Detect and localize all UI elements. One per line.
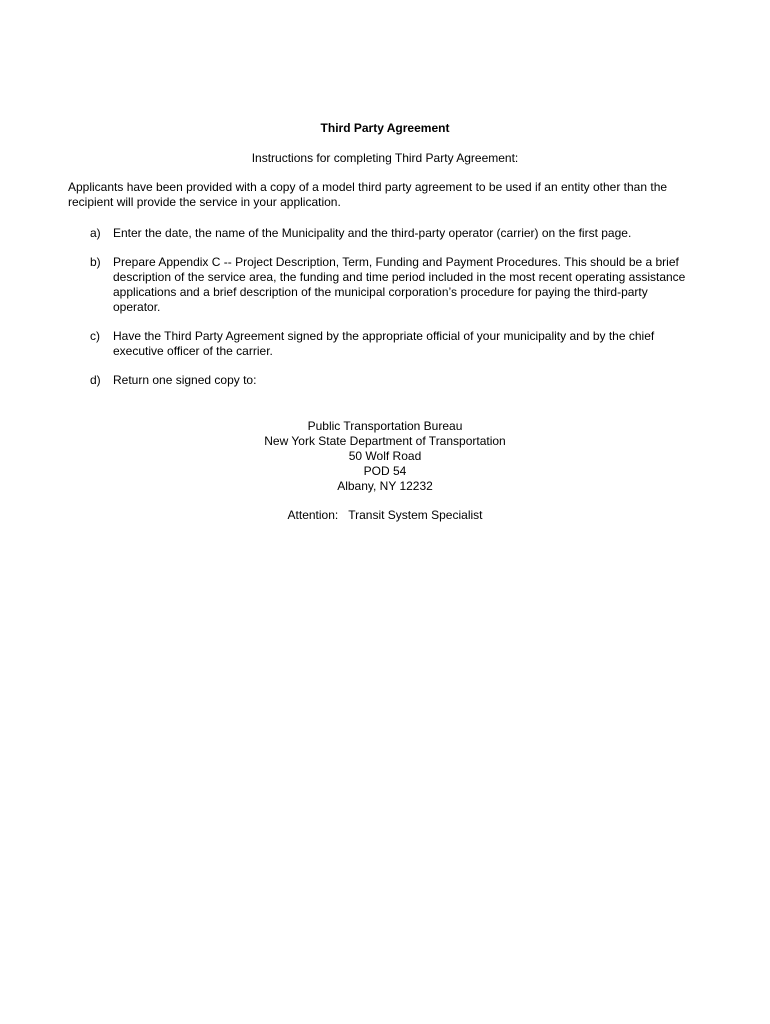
list-item-text: Have the Third Party Agreement signed by the appropriate official of your municipality and by the chief executive officer of the carrier. [113, 329, 655, 358]
address-line-city: Albany, NY 12232 [337, 479, 433, 493]
list-marker: b) [90, 255, 101, 269]
list-item [68, 329, 708, 359]
mailing-address [0, 419, 770, 494]
list-marker: d) [90, 373, 101, 387]
list-item [68, 255, 708, 315]
list-item-text: Return one signed copy to: [113, 373, 257, 387]
attention-line [0, 508, 770, 523]
document-subtitle: Instructions for completing Third Party Agreement: [251, 151, 519, 165]
list-item-text: Prepare Appendix C -- Project Description, Term, Funding and Payment Procedures. This should be a brief description of the service area, the funding and time period included in the most recent operating assistance applications and a brief description of the municipal corporation’s procedure for paying the third-party operator. [113, 255, 686, 314]
list-item-text: Enter the date, the name of the Municipality and the third-party operator (carrier) on the first page. [113, 226, 632, 240]
address-line-bureau: Public Transportation Bureau [307, 419, 463, 433]
address-line-street: 50 Wolf Road [348, 449, 422, 463]
intro-paragraph: Applicants have been provided with a copy of a model third party agreement to be used if an entity other than the recipient will provide the service in your application. [68, 180, 668, 209]
attention-value: Transit System Specialist [348, 508, 483, 522]
document-title: Third Party Agreement [320, 121, 450, 135]
list-marker: a) [90, 226, 101, 240]
list-item [68, 226, 708, 241]
instruction-list [68, 226, 708, 402]
list-item [68, 373, 708, 388]
attention-label: Attention: [287, 508, 339, 522]
list-marker: c) [90, 329, 100, 343]
address-line-pod: POD 54 [363, 464, 407, 478]
address-line-department: New York State Department of Transportation [264, 434, 506, 448]
